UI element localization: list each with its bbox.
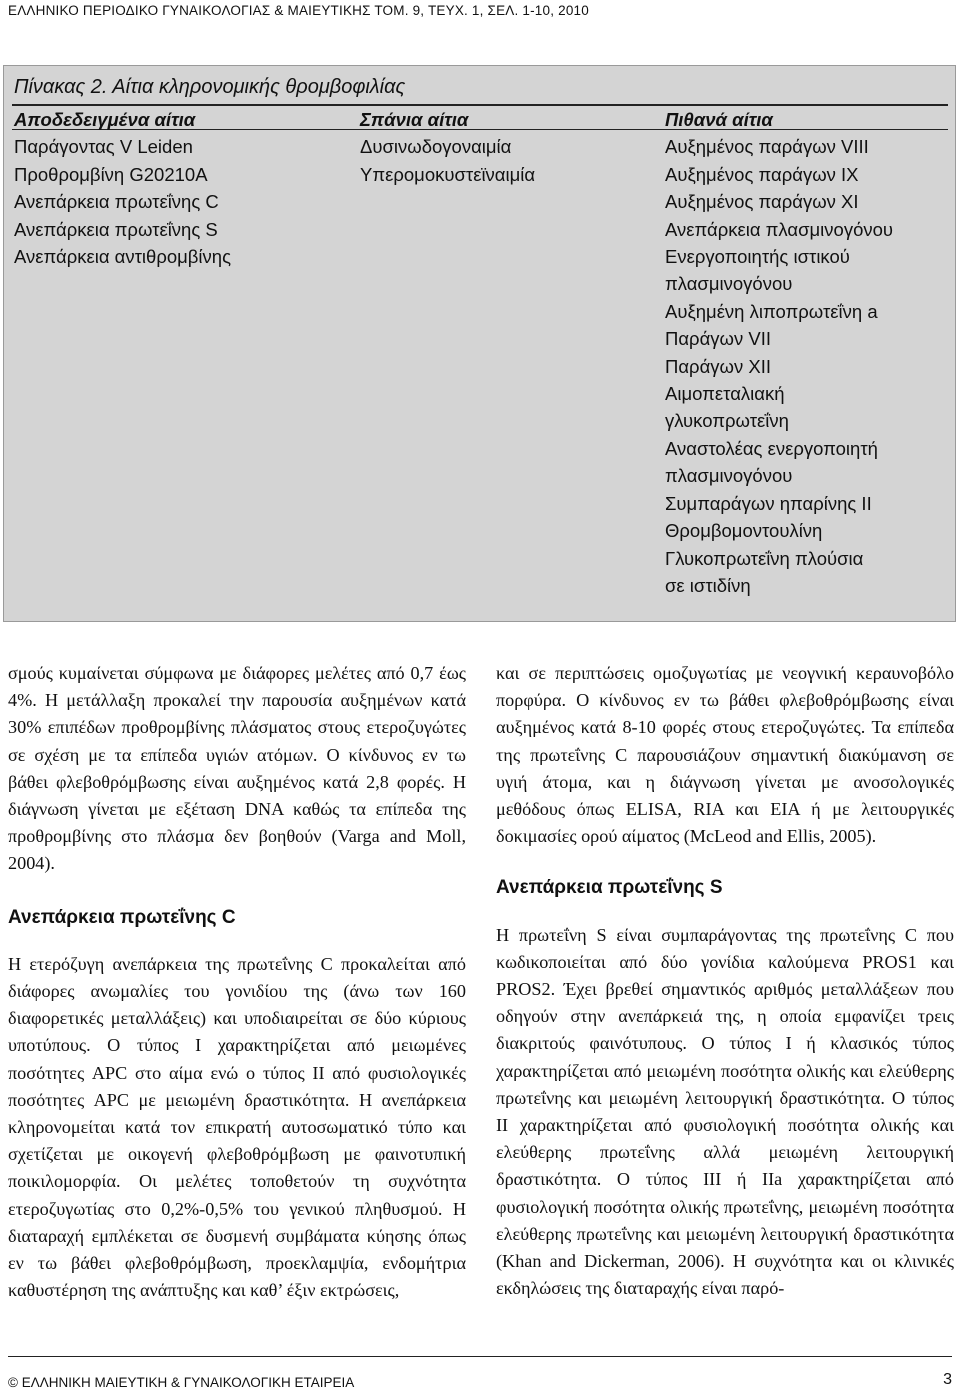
- paragraph: Η πρωτεΐνη S είναι συμπαράγοντας της πρωτεΐνης C που κωδικοποιείται από δύο γονίδια καλούμενα PROS1 και PROS2. Έχει βρεθεί σημαντικός αριθμός μεταλλάξεων που οδηγούν στην ανεπάρκειά της, η οποία εμφανίζει τρεις διακριτούς φαινότυπους. Ο τύπος I ή κλασικός τύπος χαρακτηρίζεται από μειωμένη ποσότητα ολικής και ελεύθερης πρωτεΐνης και μειωμένη λειτουργική δραστικότητα. Ο τύπος II χαρακτηρίζεται από φυσιολογική ποσότητα ολικής και ελεύθερης πρωτεΐνης αλλά μειωμένη λειτουργική δραστικότητα. Ο τύπος III ή IIa χαρακτηρίζεται από φυσιολογική ποσότητα ολικής πρωτεΐνης, μειωμένη ποσότητα ελεύθερης πρωτεΐνης και μειωμένη λειτουργική δραστικότητα (Khan and Dickerman, 2006). Η συχνότητα και οι κλινικές εκδηλώσεις της διαταραχής είναι παρό-: [496, 924, 954, 1299]
- column-header: Σπάνια αίτια: [360, 109, 469, 130]
- table-cell: πλασμινογόνου: [665, 465, 793, 487]
- paragraph: σμούς κυμαίνεται σύμφωνα με διάφορες μελέτες από 0,7 έως 4%. Η μετάλλαξη προκαλεί την παρουσία αυξημένων κατά 30% επιπέδων προθρομβίνης πλάσματος στους ετεροζυγώτες σε σχέση με τα επίπεδα υγιών ατόμων. Ο κίνδυνος εν τω βάθει φλεβοθρόμβωσης είναι αυξημένος κατά 2,8 φορές. Η διάγνωση γίνεται με εξέταση DNA καθώς τα επίπεδα της προθρομβίνης στο πλάσμα δεν βοηθούν (Varga and Moll, 2004).: [8, 663, 466, 874]
- table-cell: Γλυκοπρωτεΐνη πλούσια: [665, 547, 864, 569]
- table-cell: Θρομβομοντουλίνη: [665, 520, 823, 542]
- causes-table: [3, 65, 956, 622]
- table-cell: Αναστολέας ενεργοποιητή: [665, 437, 878, 459]
- table-cell: Αυξημένη λιποπρωτεΐνη a: [665, 300, 878, 322]
- body-column-right: [496, 660, 954, 1302]
- table-cell: Αιμοπεταλιακή: [665, 383, 785, 405]
- table-cell: Ανεπάρκεια πρωτεΐνης C: [14, 191, 219, 213]
- table-cell: σε ιστιδίνη: [665, 574, 751, 596]
- table-cell: Παράγων XII: [665, 355, 771, 377]
- column-header: Αποδεδειγμένα αίτια: [14, 109, 196, 130]
- table-cell: Αυξημένος παράγων IX: [665, 163, 859, 185]
- column-header: Πιθανά αίτια: [665, 109, 773, 130]
- table-cell: Ενεργοποιητής ιστικού: [665, 246, 850, 268]
- footer-rule: [8, 1356, 952, 1357]
- paragraph: και σε περιπτώσεις ομοζυγωτίας με νεογνική κεραυνοβόλο πορφύρα. Ο κίνδυνος εν τω βάθει φλεβοθρόμβωσης είναι αυξημένος κατά 8-10 φορές στους ετεροζυγώτες. Τα επίπεδα της πρωτεΐνης C παρουσιάζουν σημαντική διακύμανση σε υγιή άτομα, και η διάγνωση γίνεται με ανοσολογικές μεθόδους όπως ELISA, RIA και EIA ή με λειτουργικές δοκιμασίες ορού αίματος (McLeod and Ellis, 2005).: [496, 663, 954, 847]
- table-cell: Συμπαράγων ηπαρίνης II: [665, 492, 872, 514]
- table-column-proven: [14, 106, 231, 270]
- table-cell: Ανεπάρκεια πλασμινογόνου: [665, 218, 894, 240]
- paragraph: Η ετερόζυγη ανεπάρκεια της πρωτεΐνης C προκαλείται από διάφορες ανωμαλίες του γονιδίου της (άνω των 160 διαφορετικές μεταλλάξεις) και υποδιαιρείται σε δύο κύριους υποτύπους. Ο τύπος I χαρακτηρίζεται από μειωμένες ποσότητες APC στο αίμα ενώ ο τύπος II από φυσιολογικές ποσότητες APC με μειωμένη δραστικότητα. Η ανεπάρκεια κληρονομείται κατά τον επικρατή αυτοσωματικό τύπο και σχετίζεται με οικογενή φλεβοθρόμβωση με φαινοτυπική ποικιλομορφία. Οι μελέτες τοποθετούν τη συχνότητα ετεροζυγωτίας στο 0,2%-0,5% του γενικού πληθυσμού. Η διαταραχή εμπλέκεται σε δυσμενή συμβάματα κύησης όπως εν τω βάθει φλεβοθρόμβωση, προεκλαμψία, ενδομήτρια καθυστέρηση της ανάπτυξης και καθ’ έξιν εκτρώσεις,: [8, 953, 466, 1301]
- table-cell: Ανεπάρκεια αντιθρομβίνης: [14, 246, 231, 268]
- table-title: Πίνακας 2. Αίτια κληρονομικής θρομβοφιλίας: [14, 76, 406, 98]
- body-column-left: [8, 660, 466, 1304]
- table-cell: γλυκοπρωτεΐνη: [665, 410, 789, 432]
- table-cell: Παράγων VII: [665, 328, 771, 350]
- page-number: 3: [943, 1371, 952, 1388]
- table-column-possible: [665, 106, 893, 599]
- table-cell: Ανεπάρκεια πρωτεΐνης S: [14, 218, 218, 240]
- table-cell: Προθρομβίνη G20210A: [14, 163, 208, 185]
- table-cell: Υπερομοκυστεϊναιμία: [360, 163, 536, 185]
- table-cell: Δυσινωδογοναιμία: [360, 136, 512, 158]
- section-heading: Ανεπάρκεια πρωτεΐνης S: [496, 877, 723, 899]
- table-column-rare: [360, 106, 535, 188]
- footer-society: © ΕΛΛΗΝΙΚΗ ΜΑΙΕΥΤΙΚΗ & ΓΥΝΑΙΚΟΛΟΓΙΚΗ ΕΤΑΙΡΕΙΑ: [8, 1375, 355, 1390]
- running-header: ΕΛΛΗΝΙΚΟ ΠΕΡΙΟΔΙΚΟ ΓΥΝΑΙΚΟΛΟΓΙΑΣ & ΜΑΙΕΥΤΙΚΗΣ ΤΟΜ. 9, ΤΕΥΧ. 1, ΣΕΛ. 1-10, 2010: [8, 3, 589, 18]
- table-cell: Αυξημένος παράγων VIII: [665, 136, 869, 158]
- table-cell: Αυξημένος παράγων XI: [665, 191, 859, 213]
- table-cell: Παράγοντας V Leiden: [14, 136, 193, 158]
- table-cell: πλασμινογόνου: [665, 273, 793, 295]
- section-heading: Ανεπάρκεια πρωτεΐνης C: [8, 906, 236, 928]
